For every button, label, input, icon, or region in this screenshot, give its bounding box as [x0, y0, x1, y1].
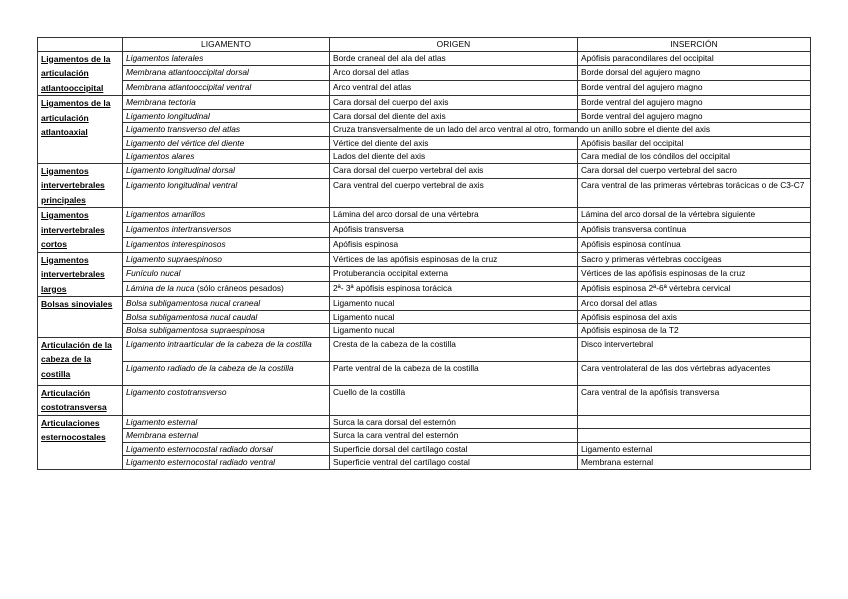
- ligament-cell: [123, 385, 330, 415]
- ligament-cell: [123, 66, 330, 81]
- table-row: [38, 123, 811, 137]
- table-row: [38, 297, 811, 311]
- group-label: Articulación de la cabeza de la costilla: [38, 337, 123, 385]
- ligament-name: Ligamentos interespinosos: [126, 238, 226, 249]
- insercion-cell: Disco intervertebral: [578, 337, 811, 361]
- origen-cell: Ligamento nucal: [330, 297, 578, 311]
- ligament-name: Ligamentos amarillos: [126, 209, 206, 219]
- header-group: [38, 38, 123, 52]
- ligament-cell: [123, 109, 330, 123]
- origen-cell: Arco dorsal del atlas: [330, 66, 578, 81]
- table-row: [38, 385, 811, 415]
- origen-cell: Cuello de la costilla: [330, 385, 578, 415]
- ligament-name: Lámina de la nuca: [126, 283, 195, 294]
- table-row: [38, 442, 811, 456]
- ligament-cell: [123, 456, 330, 470]
- table-row: [38, 456, 811, 470]
- ligament-cell: [123, 282, 330, 297]
- insercion-cell: Ligamento esternal: [578, 442, 811, 456]
- insercion-cell: Apófisis transversa contínua: [578, 222, 811, 237]
- origen-cell: Parte ventral de la cabeza de la costilla: [330, 361, 578, 385]
- ligament-cell: [123, 150, 330, 164]
- ligament-name: Ligamento esternocostal radiado ventral: [126, 457, 275, 467]
- ligament-name: Bolsa subligamentosa nucal craneal: [126, 298, 261, 308]
- ligament-name: Ligamento longitudinal: [126, 110, 210, 121]
- ligament-name: Ligamento longitudinal ventral: [126, 179, 238, 190]
- table-row: [38, 310, 811, 324]
- table-row: [38, 150, 811, 164]
- ligament-cell: [123, 178, 330, 207]
- ligament-note: (sólo cráneos pesados): [194, 283, 284, 294]
- table-row: [38, 429, 811, 443]
- insercion-cell: Apófisis basilar del occipital: [578, 136, 811, 150]
- header-insercion: INSERCIÓN: [578, 38, 811, 52]
- table-body: [38, 51, 811, 469]
- origen-cell: Cara dorsal del diente del axis: [330, 109, 578, 123]
- ligament-name: Bolsa subligamentosa nucal caudal: [126, 311, 258, 322]
- ligament-cell: [123, 136, 330, 150]
- ligament-cell: [123, 81, 330, 96]
- ligament-cell: [123, 429, 330, 443]
- group-label: Ligamentos intervertebrales cortos: [38, 208, 123, 253]
- ligament-name: Membrana tectoria: [126, 97, 196, 107]
- ligament-name: Ligamento costotransverso: [126, 386, 227, 397]
- table-row: [38, 51, 811, 66]
- insercion-cell: Membrana esternal: [578, 456, 811, 470]
- insercion-cell: Vértices de las apófisis espinosas de la cruz: [578, 267, 811, 282]
- group-label: Bolsas sinoviales: [38, 297, 123, 338]
- origen-cell: Cruza transversalmente de un lado del arco ventral al otro, formando un anillo sobre el diente del axis: [330, 123, 811, 137]
- ligament-cell: [123, 297, 330, 311]
- insercion-cell: Apófisis paracondilares del occipital: [578, 51, 811, 66]
- origen-cell: Arco ventral del atlas: [330, 81, 578, 96]
- ligament-cell: [123, 51, 330, 66]
- insercion-cell: [578, 429, 811, 443]
- ligament-name: Ligamento del vértice del diente: [126, 137, 245, 148]
- ligament-name: Ligamentos intertransversos: [126, 223, 232, 234]
- ligament-cell: [123, 442, 330, 456]
- table-row: [38, 178, 811, 207]
- origen-cell: Lámina del arco dorsal de una vértebra: [330, 208, 578, 223]
- insercion-cell: Apófisis espinosa del axis: [578, 310, 811, 324]
- insercion-cell: Cara dorsal del cuerpo vertebral del sacro: [578, 163, 811, 178]
- insercion-cell: Borde ventral del agujero magno: [578, 81, 811, 96]
- ligament-name: Ligamento esternal: [126, 416, 198, 427]
- insercion-cell: [578, 415, 811, 429]
- table-row: [38, 96, 811, 110]
- insercion-cell: Cara medial de los cóndilos del occipital: [578, 150, 811, 164]
- insercion-cell: Arco dorsal del atlas: [578, 297, 811, 311]
- table-row: [38, 267, 811, 282]
- table-row: [38, 252, 811, 267]
- table-row: [38, 81, 811, 96]
- ligament-name: Ligamento esternocostal radiado dorsal: [126, 443, 273, 454]
- origen-cell: Surca la cara ventral del esternón: [330, 429, 578, 443]
- ligament-cell: [123, 267, 330, 282]
- ligament-cell: [123, 237, 330, 252]
- insercion-cell: Cara ventral de las primeras vértebras torácicas o de C3-C7: [578, 178, 811, 207]
- table-row: [38, 337, 811, 361]
- ligament-name: Bolsa subligamentosa supraespinosa: [126, 325, 265, 335]
- ligament-name: Ligamento longitudinal dorsal: [126, 164, 235, 175]
- origen-cell: Superficie ventral del cartílago costal: [330, 456, 578, 470]
- ligament-name: Ligamentos laterales: [126, 52, 204, 63]
- origen-cell: Ligamento nucal: [330, 324, 578, 338]
- origen-cell: Cara ventral del cuerpo vertebral de axis: [330, 178, 578, 207]
- origen-cell: Cresta de la cabeza de la costilla: [330, 337, 578, 361]
- ligament-table: [37, 37, 811, 470]
- ligament-cell: [123, 208, 330, 223]
- ligament-cell: [123, 163, 330, 178]
- ligament-cell: [123, 337, 330, 361]
- insercion-cell: Cara ventrolateral de las dos vértebras adyacentes: [578, 361, 811, 385]
- insercion-cell: Sacro y primeras vértebras coccígeas: [578, 252, 811, 267]
- ligament-cell: [123, 310, 330, 324]
- origen-cell: Cara dorsal del cuerpo vertebral del axis: [330, 163, 578, 178]
- insercion-cell: Borde ventral del agujero magno: [578, 109, 811, 123]
- table-row: [38, 136, 811, 150]
- insercion-cell: Lámina del arco dorsal de la vértebra siguiente: [578, 208, 811, 223]
- group-label: Ligamentos intervertebrales largos: [38, 252, 123, 297]
- group-label: Articulación costotransversa: [38, 385, 123, 415]
- table-row: [38, 324, 811, 338]
- ligament-name: Ligamento intraarticular de la cabeza de la costilla: [126, 338, 312, 349]
- ligament-cell: [123, 123, 330, 137]
- origen-cell: Apófisis transversa: [330, 222, 578, 237]
- table-row: [38, 222, 811, 237]
- table-row: [38, 109, 811, 123]
- group-label: Articulaciones esternocostales: [38, 415, 123, 469]
- insercion-cell: Apófisis espinosa contínua: [578, 237, 811, 252]
- origen-cell: Cara dorsal del cuerpo del axis: [330, 96, 578, 110]
- insercion-cell: Borde dorsal del agujero magno: [578, 66, 811, 81]
- origen-cell: Ligamento nucal: [330, 310, 578, 324]
- ligament-name: Ligamento radiado de la cabeza de la costilla: [126, 362, 294, 373]
- ligament-cell: [123, 324, 330, 338]
- table-header-row: [38, 38, 811, 52]
- origen-cell: Apófisis espinosa: [330, 237, 578, 252]
- insercion-cell: Cara ventral de la apófisis transversa: [578, 385, 811, 415]
- origen-cell: Surca la cara dorsal del esternón: [330, 415, 578, 429]
- table-row: [38, 415, 811, 429]
- group-label: Ligamentos de la articulación atlantoaxial: [38, 96, 123, 164]
- ligament-cell: [123, 222, 330, 237]
- origen-cell: Borde craneal del ala del atlas: [330, 51, 578, 66]
- ligament-name: Membrana atlantooccipital ventral: [126, 82, 252, 93]
- header-origen: ORIGEN: [330, 38, 578, 52]
- ligament-cell: [123, 252, 330, 267]
- insercion-cell: Borde ventral del agujero magno: [578, 96, 811, 110]
- table-row: [38, 208, 811, 223]
- origen-cell: 2ª- 3ª apófisis espinosa torácica: [330, 282, 578, 297]
- document-page: [37, 37, 811, 470]
- origen-cell: Lados del diente del axis: [330, 150, 578, 164]
- ligament-name: Membrana atlantooccipital dorsal: [126, 67, 249, 78]
- ligament-cell: [123, 361, 330, 385]
- table-row: [38, 163, 811, 178]
- ligament-name: Membrana esternal: [126, 430, 199, 440]
- group-label: Ligamentos de la articulación atlantooccipital: [38, 51, 123, 96]
- insercion-cell: Apófisis espinosa de la T2: [578, 324, 811, 338]
- origen-cell: Protuberancia occipital externa: [330, 267, 578, 282]
- origen-cell: Vértices de las apófisis espinosas de la cruz: [330, 252, 578, 267]
- insercion-cell: Apófisis espinosa 2ª-6ª vértebra cervical: [578, 282, 811, 297]
- ligament-name: Ligamento supraespinoso: [126, 253, 222, 264]
- ligament-cell: [123, 415, 330, 429]
- origen-cell: Superficie dorsal del cartílago costal: [330, 442, 578, 456]
- table-row: [38, 282, 811, 297]
- ligament-name: Funículo nucal: [126, 268, 181, 279]
- origen-cell: Vértice del diente del axis: [330, 136, 578, 150]
- ligament-name: Ligamento transverso del atlas: [126, 124, 241, 134]
- group-label: Ligamentos intervertebrales principales: [38, 163, 123, 208]
- ligament-cell: [123, 96, 330, 110]
- header-ligamento: LIGAMENTO: [123, 38, 330, 52]
- table-row: [38, 237, 811, 252]
- table-row: [38, 361, 811, 385]
- table-row: [38, 66, 811, 81]
- ligament-name: Ligamentos alares: [126, 151, 195, 161]
